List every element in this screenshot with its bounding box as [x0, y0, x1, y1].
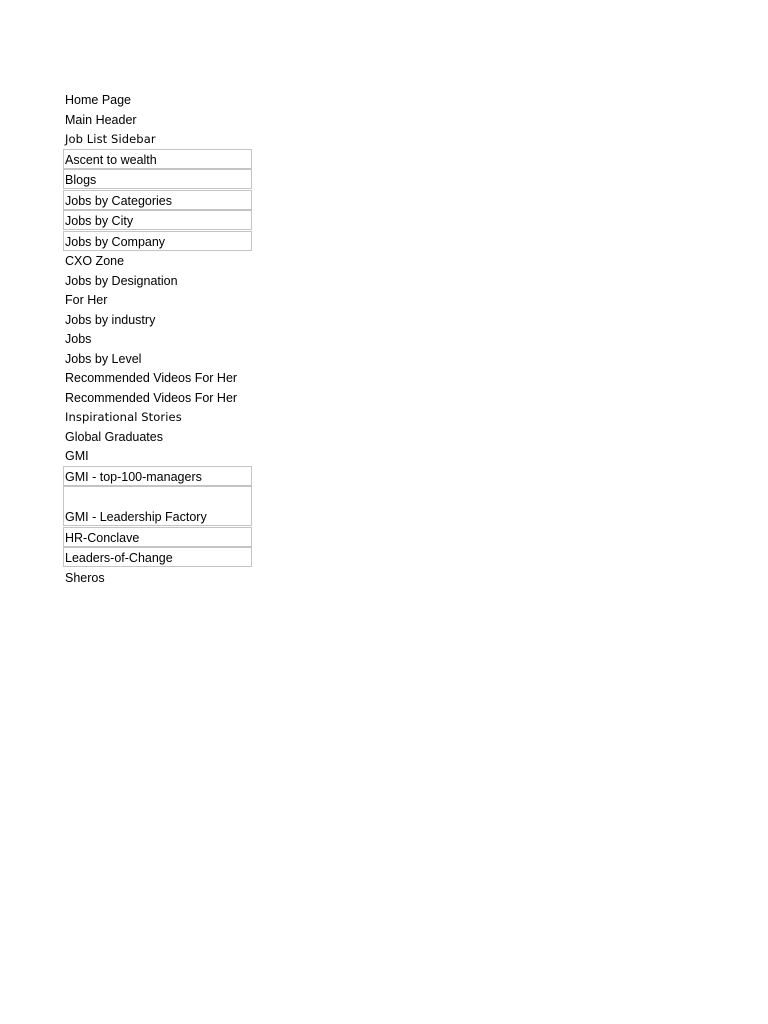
list-item-sheros: Sheros: [65, 570, 105, 585]
list-item-main-header: Main Header: [65, 112, 137, 127]
list-item-job-list-sidebar: Job List Sidebar: [65, 132, 156, 146]
list-item-jobs-by-industry: Jobs by industry: [65, 312, 156, 327]
list-item-gmi: GMI: [65, 449, 89, 463]
list-item-inspirational-stories: Inspirational Stories: [65, 410, 182, 424]
list-item-jobs-by-designation: Jobs by Designation: [65, 273, 178, 288]
list-item-ascent-to-wealth: Ascent to wealth: [63, 149, 252, 169]
list-item-recommended-videos-for-her-2: Recommended Videos For Her: [65, 390, 238, 405]
list-item-gmi-leadership-factory: GMI - Leadership Factory: [63, 486, 252, 526]
list-item-jobs: Jobs: [65, 332, 92, 346]
list-item-jobs-by-city: Jobs by City: [63, 210, 252, 230]
list-item-jobs-by-company: Jobs by Company: [63, 231, 252, 251]
list-item-for-her: For Her: [65, 293, 108, 307]
list-item-gmi-top-100-managers: GMI - top-100-managers: [63, 466, 252, 486]
list-item-leaders-of-change: Leaders-of-Change: [63, 547, 252, 567]
list-item-blogs: Blogs: [63, 169, 252, 189]
list-item-recommended-videos-for-her: Recommended Videos For Her: [65, 371, 238, 385]
list-item-jobs-by-categories: Jobs by Categories: [63, 190, 252, 210]
list-item-hr-conclave: HR-Conclave: [63, 527, 252, 547]
list-item-jobs-by-level: Jobs by Level: [65, 351, 142, 366]
list-item-home-page: Home Page: [65, 93, 132, 107]
page-list: [63, 90, 252, 587]
list-item-cxo-zone: CXO Zone: [65, 254, 125, 268]
list-item-global-graduates: Global Graduates: [65, 429, 163, 444]
